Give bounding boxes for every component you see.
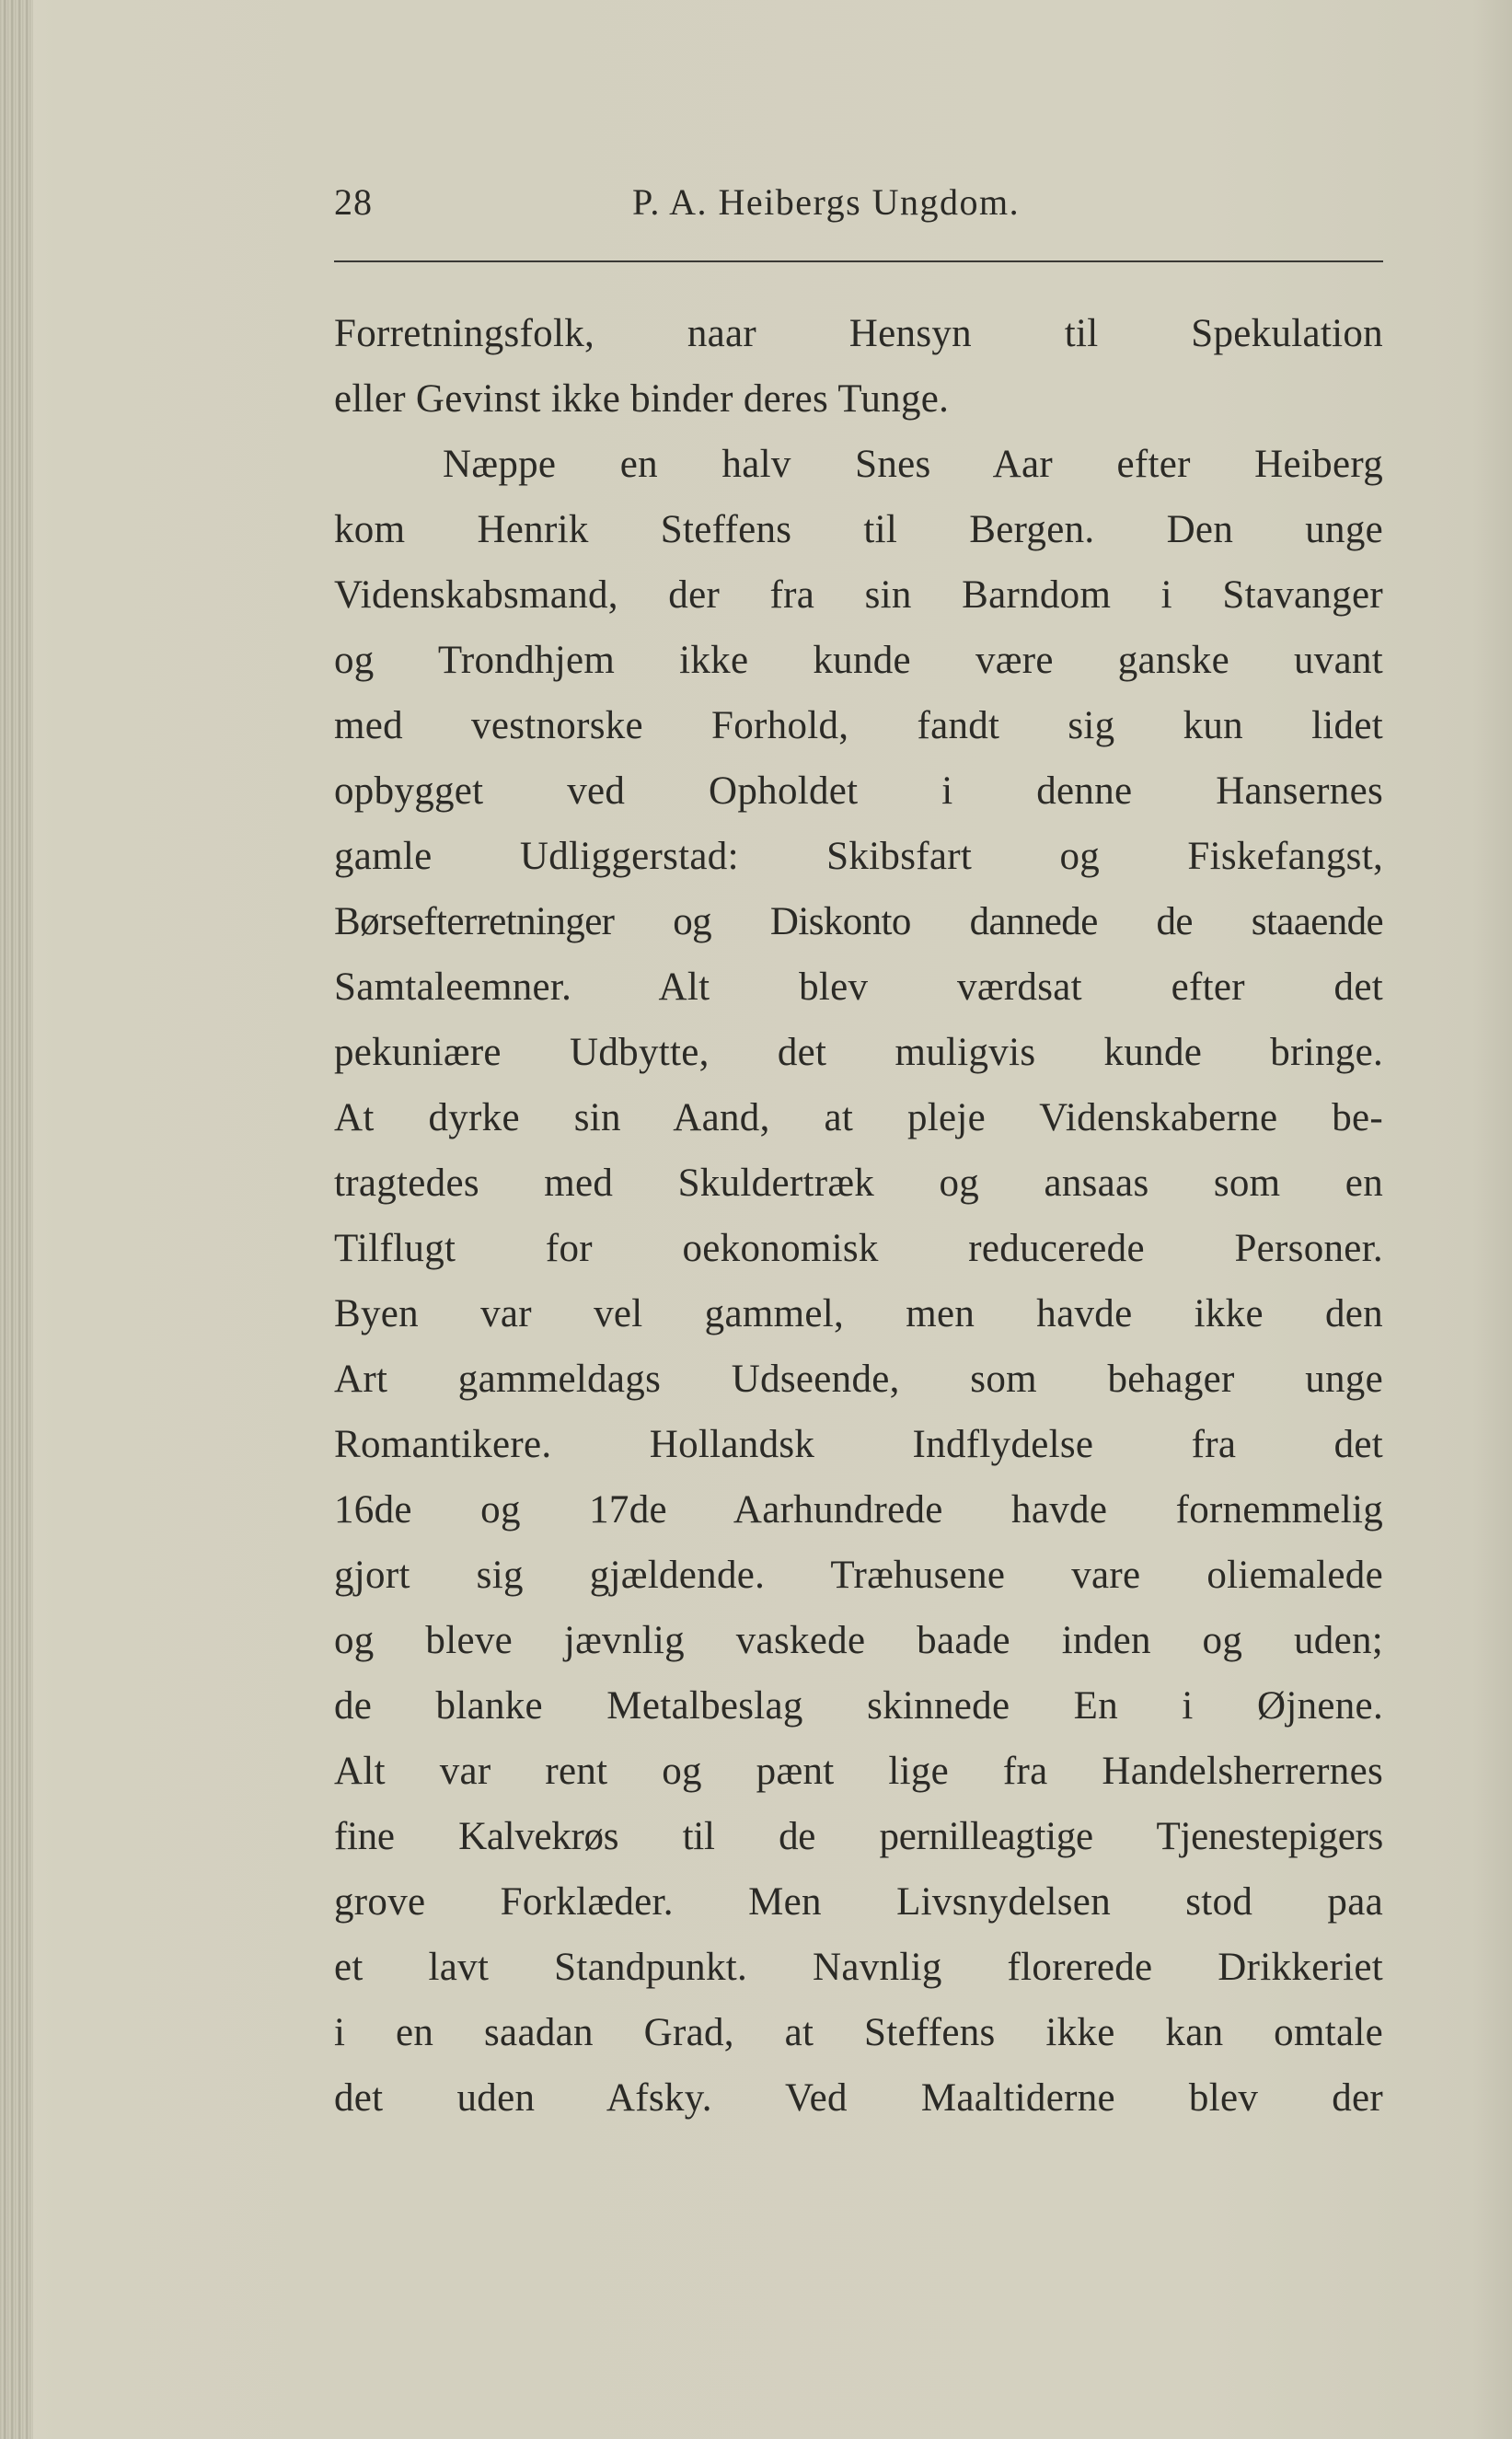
text-line: opbygget ved Opholdet i denne Hansernes — [334, 769, 1383, 813]
text-line: At dyrke sin Aand, at pleje Videnskaberne be- — [334, 1096, 1383, 1139]
header-rule — [334, 260, 1383, 262]
body-text — [334, 301, 1383, 2131]
text-line: Næppe en halv Snes Aar efter Heiberg — [443, 443, 1383, 486]
text-line: 16de og 17de Aarhundrede havde fornemmelig — [334, 1488, 1383, 1532]
text-line: Byen var vel gammel, men havde ikke den — [334, 1292, 1383, 1335]
text-line: eller Gevinst ikke binder deres Tunge. — [334, 377, 950, 421]
text-line: gamle Udliggerstad: Skibsfart og Fiskefangst, — [334, 835, 1383, 878]
text-line: Videnskabsmand, der fra sin Barndom i Stavanger — [334, 573, 1383, 617]
page-header — [334, 180, 1383, 232]
text-line: Art gammeldags Udseende, som behager unge — [334, 1358, 1383, 1401]
text-line: Samtaleemner. Alt blev værdsat efter det — [334, 965, 1383, 1009]
text-line: tragtedes med Skuldertræk og ansaas som en — [334, 1162, 1383, 1205]
text-line: Alt var rent og pænt lige fra Handelsherrernes — [334, 1750, 1383, 1793]
text-line: Tilflugt for oekonomisk reducerede Personer. — [334, 1227, 1383, 1270]
text-line: grove Forklæder. Men Livsnydelsen stod paa — [334, 1880, 1383, 1924]
text-line: og bleve jævnlig vaskede baade inden og uden; — [334, 1619, 1383, 1662]
text-line: Børsefterretninger og Diskonto dannede de staaende — [334, 900, 1383, 943]
text-line: med vestnorske Forhold, fandt sig kun lidet — [334, 704, 1383, 747]
text-line: fine Kalvekrøs til de pernilleagtige Tjenestepigers — [334, 1815, 1383, 1858]
page-number: 28 — [334, 181, 373, 223]
text-line: Romantikere. Hollandsk Indflydelse fra det — [334, 1423, 1383, 1466]
page-binding-edge — [0, 0, 33, 2439]
text-line: og Trondhjem ikke kunde være ganske uvant — [334, 639, 1383, 682]
running-head: P. A. Heibergs Ungdom. — [632, 181, 1021, 223]
text-line: et lavt Standpunkt. Navnlig florerede Drikkeriet — [334, 1946, 1383, 1989]
text-line: de blanke Metalbeslag skinnede En i Øjnene. — [334, 1684, 1383, 1728]
text-line: Forretningsfolk, naar Hensyn til Spekulation — [334, 312, 1383, 355]
text-line: i en saadan Grad, at Steffens ikke kan omtale — [334, 2011, 1383, 2054]
text-line: kom Henrik Steffens til Bergen. Den unge — [334, 508, 1383, 551]
text-line: gjort sig gjældende. Træhusene vare oliemalede — [334, 1554, 1383, 1597]
text-line: det uden Afsky. Ved Maaltiderne blev der — [334, 2076, 1383, 2120]
text-line: pekuniære Udbytte, det muligvis kunde bringe. — [334, 1031, 1383, 1074]
